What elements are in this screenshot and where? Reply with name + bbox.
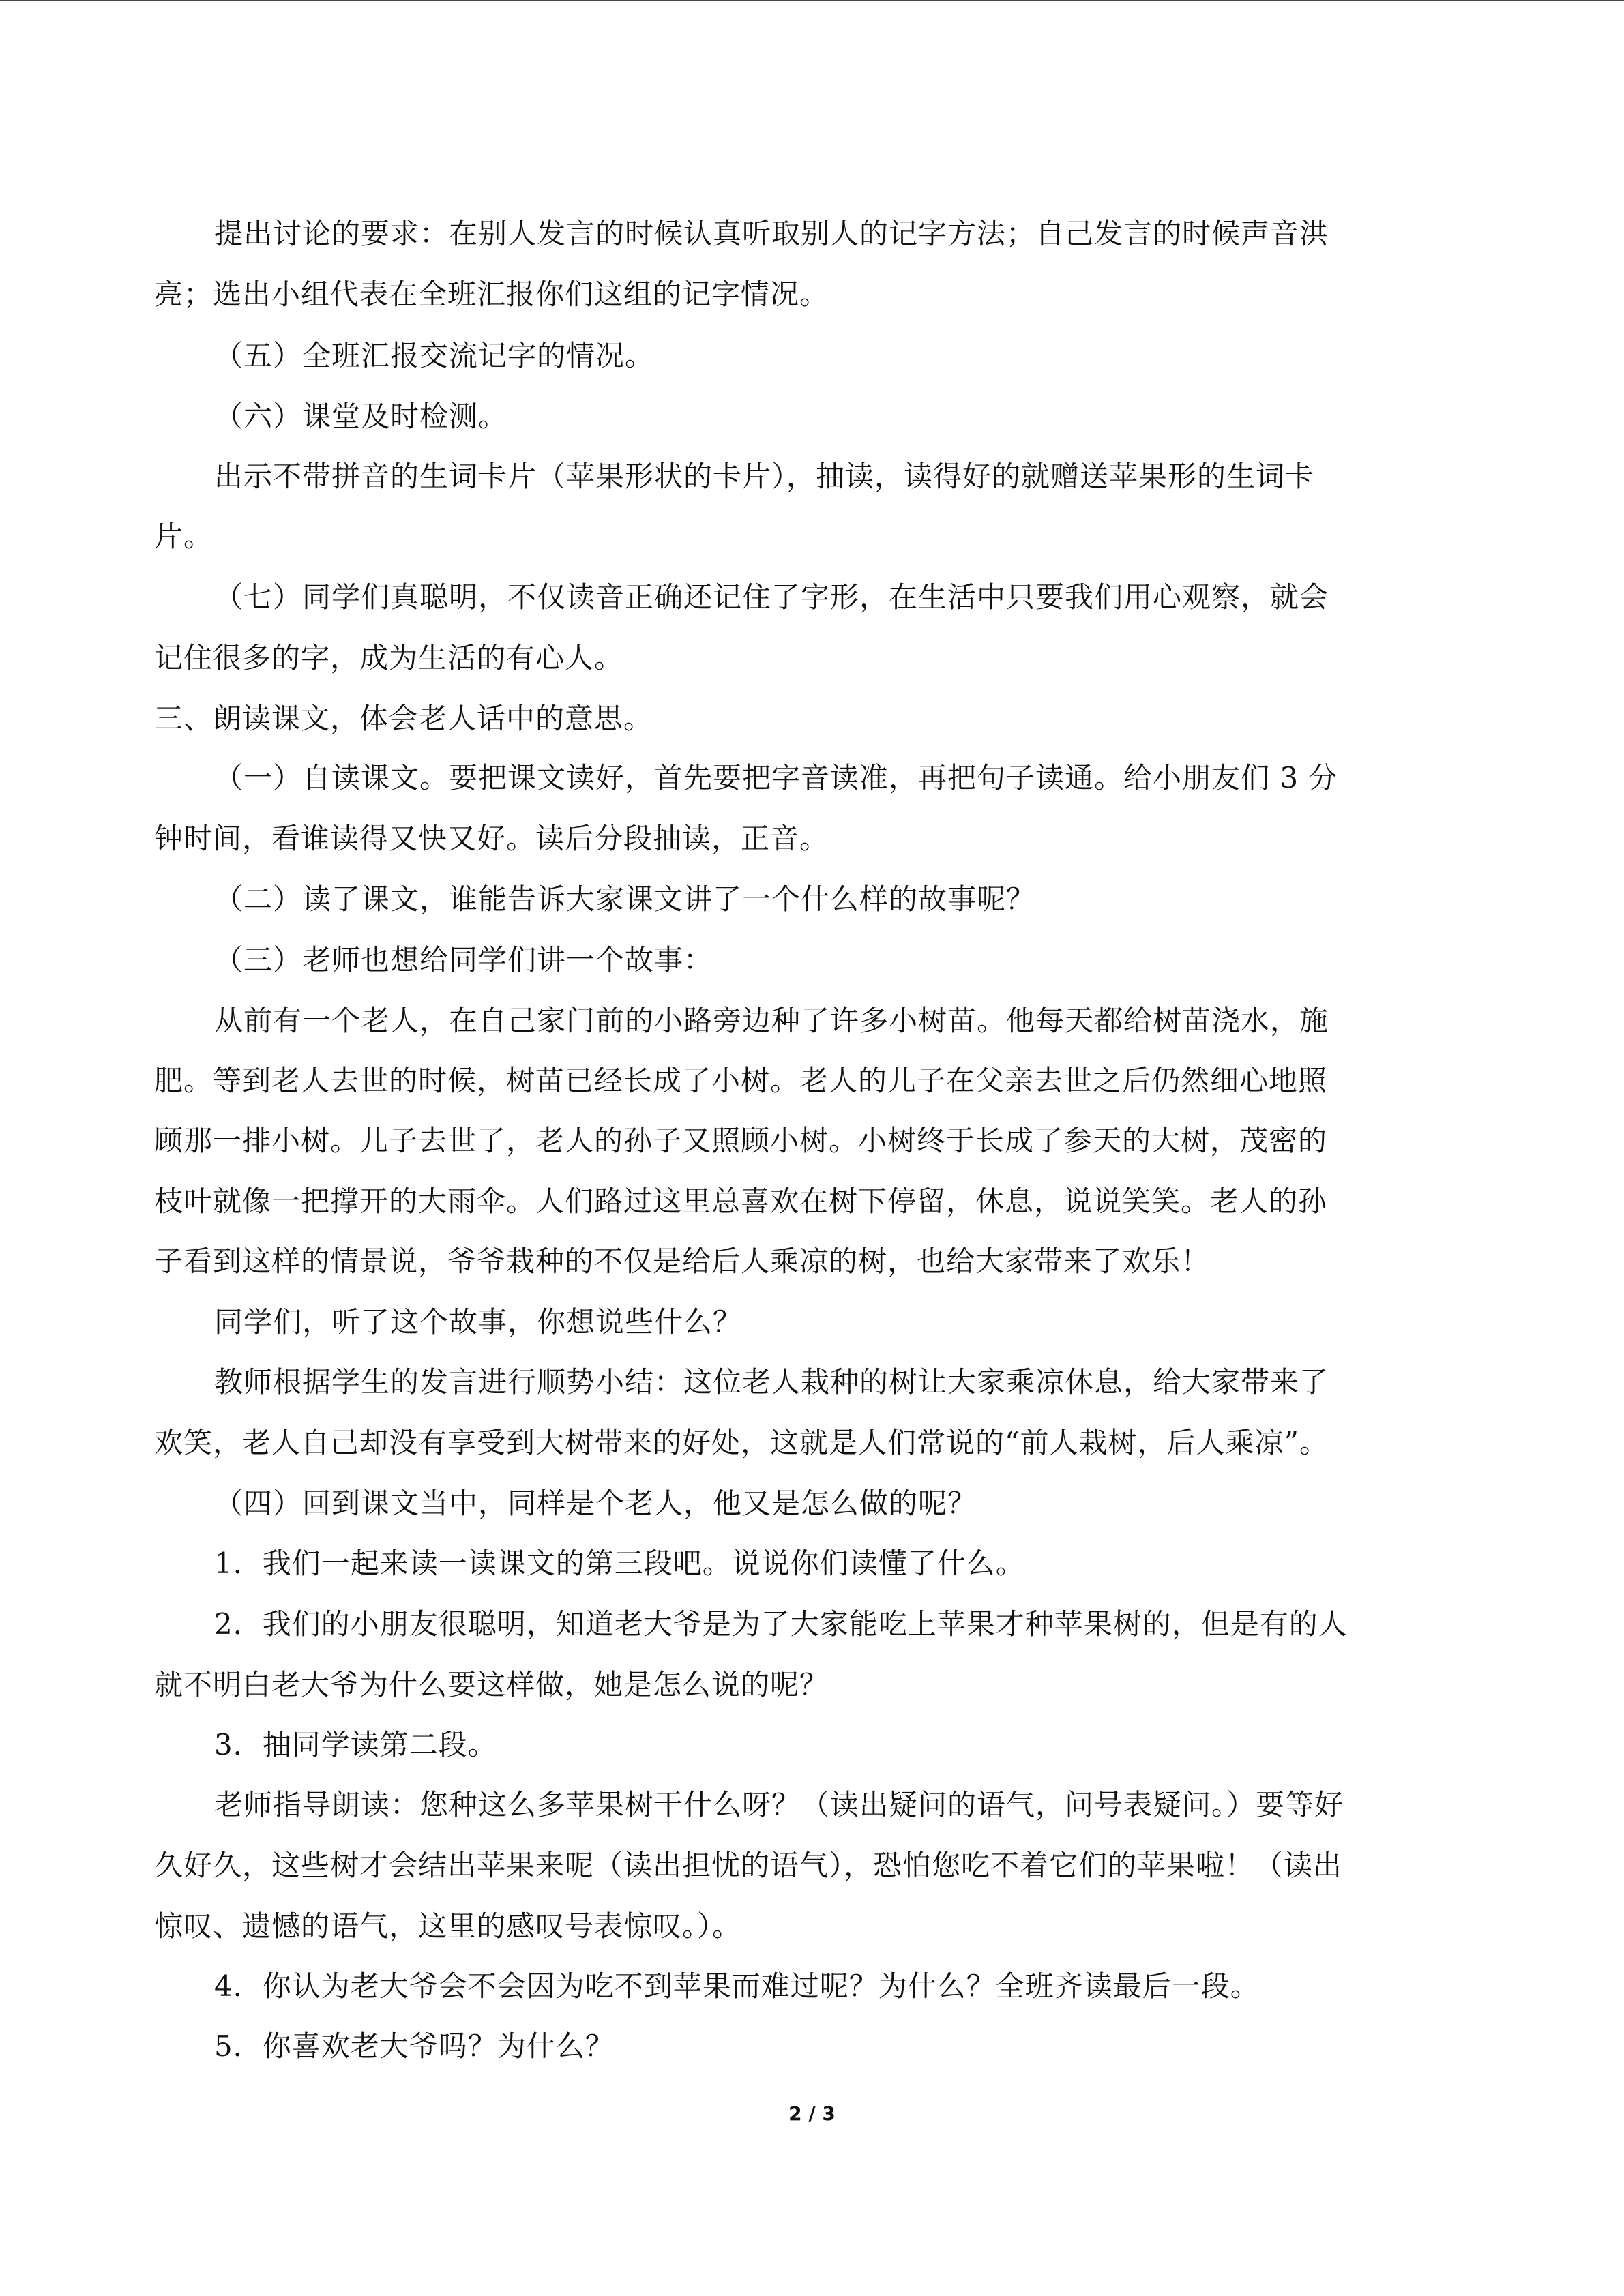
text-line: 5．你喜欢老大爷吗？为什么？ <box>214 2029 615 2063</box>
text-line: 记住很多的字，成为生活的有心人。 <box>154 641 624 674</box>
text-line: 久好久，这些树才会结出苹果来呢（读出担忧的语气），恐怕您吃不着它们的苹果啦！（读出 <box>154 1849 1343 1882</box>
text-line: （三）老师也想给同学们讲一个故事： <box>214 943 713 976</box>
text-line: 老师指导朗读：您种这么多苹果树干什么呀？（读出疑问的语气，问号表疑问。）要等好 <box>214 1788 1344 1821</box>
text-line: 4．你认为老大爷会不会因为吃不到苹果而难过呢？为什么？全班齐读最后一段。 <box>214 1969 1260 2003</box>
text-line: （一）自读课文。要把课文读好，首先要把字音读准，再把句子读通。给小朋友们 3 分 <box>214 761 1338 794</box>
text-line: 片。 <box>154 520 213 553</box>
text-line: 肥。等到老人去世的时候，树苗已经长成了小树。老人的儿子在父亲去世之后仍然细心地照 <box>154 1064 1328 1097</box>
text-line: （五）全班汇报交流记字的情况。 <box>214 339 655 372</box>
text-line: 2．我们的小朋友很聪明，知道老大爷是为了大家能吃上苹果才种苹果树的，但是有的人 <box>214 1607 1348 1641</box>
text-line: 就不明白老大爷为什么要这样做，她是怎么说的呢？ <box>154 1668 829 1701</box>
text-line: 惊叹、遗憾的语气，这里的感叹号表惊叹。）。 <box>154 1909 742 1943</box>
section-heading: 三、朗读课文，体会老人话中的意思。 <box>154 702 653 735</box>
text-line: 同学们，听了这个故事，你想说些什么？ <box>214 1305 743 1339</box>
text-line: （四）回到课文当中，同样是个老人，他又是怎么做的呢？ <box>214 1487 977 1520</box>
page-number: 2 / 3 <box>788 2102 836 2125</box>
text-line: 从前有一个老人，在自己家门前的小路旁边种了许多小树苗。他每天都给树苗浇水，施 <box>214 1004 1329 1037</box>
text-line: （二）读了课文，谁能告诉大家课文讲了一个什么样的故事呢？ <box>214 882 1036 916</box>
text-line: （七）同学们真聪明，不仅读音正确还记住了字形，在生活中只要我们用心观察，就会 <box>214 580 1329 614</box>
text-line: 顾那一排小树。儿子去世了，老人的孙子又照顾小树。小树终于长成了参天的大树，茂密的 <box>154 1124 1328 1157</box>
text-line: 钟时间，看谁读得又快又好。读后分段抽读，正音。 <box>154 822 829 855</box>
text-line: 1．我们一起来读一读课文的第三段吧。说说你们读懂了什么。 <box>214 1547 1025 1580</box>
text-line: 子看到这样的情景说，爷爷栽种的不仅是给后人乘凉的树，也给大家带来了欢乐！ <box>154 1244 1211 1278</box>
text-line: 亮；选出小组代表在全班汇报你们这组的记字情况。 <box>154 278 829 311</box>
text-line: 出示不带拼音的生词卡片（苹果形状的卡片），抽读，读得好的就赠送苹果形的生词卡 <box>214 460 1315 493</box>
text-line: 枝叶就像一把撑开的大雨伞。人们路过这里总喜欢在树下停留，休息，说说笑笑。老人的孙 <box>154 1184 1328 1218</box>
text-line: 欢笑，老人自己却没有享受到大树带来的好处，这就是人们常说的“前人栽树，后人乘凉”。 <box>154 1426 1329 1459</box>
text-line: （六）课堂及时检测。 <box>214 400 508 433</box>
text-line: 教师根据学生的发言进行顺势小结：这位老人栽种的树让大家乘凉休息，给大家带来了 <box>214 1365 1329 1399</box>
text-line: 提出讨论的要求：在别人发言的时候认真听取别人的记字方法；自己发言的时候声音洪 <box>214 217 1329 250</box>
text-line: 3．抽同学读第二段。 <box>214 1728 497 1761</box>
